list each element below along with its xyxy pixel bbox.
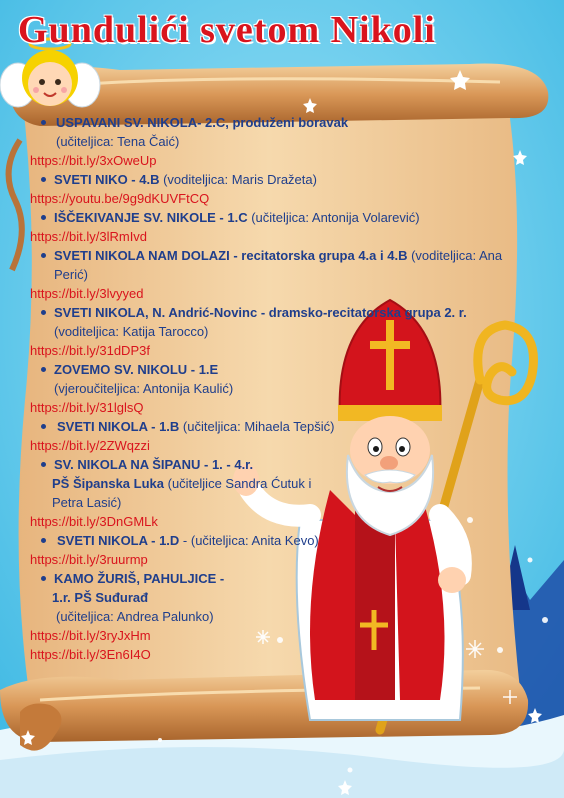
page-title: Gundulići svetom Nikoli [18, 9, 436, 51]
entry-title: SV. NIKOLA NA ŠIPANU - 1. - 4.r. [54, 457, 254, 472]
list-item [0, 569, 560, 664]
bullet-icon [41, 120, 46, 125]
bullet-icon [41, 538, 46, 543]
entry-title: KAMO ŽURIŠ, PAHULJICE - [54, 571, 225, 586]
entry-title: IŠČEKIVANJE SV. NIKOLE - 1.C [54, 210, 248, 225]
entry-detail: - (učiteljica: Anita Kevo) [179, 533, 319, 548]
entry-title: SVETI NIKOLA, N. Andrić-Novinc - dramsko-recitatorska grupa 2. r. [54, 305, 467, 320]
list-item [0, 360, 560, 417]
entry-detail-cont: Perić) [54, 267, 88, 282]
entry-school: PŠ Šipanska Luka [52, 476, 164, 491]
entry-link[interactable]: https://bit.ly/3ryJxHm [30, 628, 151, 643]
entry-detail: (voditeljica: Maris Dražeta) [159, 172, 317, 187]
list-item [0, 170, 560, 208]
entry-link[interactable]: https://bit.ly/31dDP3f [30, 343, 150, 358]
list-item [0, 208, 560, 246]
list-item [0, 113, 560, 170]
bullet-icon [41, 576, 46, 581]
bullet-icon [41, 253, 46, 258]
entry-detail: (učiteljica: Mihaela Tepšić) [179, 419, 335, 434]
entry-detail: (voditeljica: Katija Tarocco) [54, 324, 209, 339]
bullet-icon [41, 215, 46, 220]
entry-link[interactable]: https://bit.ly/3DnGMLk [30, 514, 158, 529]
list-item [0, 455, 560, 531]
bullet-icon [41, 462, 46, 467]
entry-link[interactable]: https://bit.ly/31lglsQ [30, 400, 144, 415]
entry-title: SVETI NIKO - 4.B [54, 172, 160, 187]
list-item [0, 531, 560, 569]
entry-detail: (učiteljica: Tena Čaić) [56, 134, 180, 149]
bullet-icon [41, 367, 46, 372]
performance-list [0, 113, 560, 664]
list-item [0, 417, 560, 455]
entry-detail: (učiteljica: Antonija Volarević) [247, 210, 420, 225]
entry-link[interactable]: https://bit.ly/2ZWqzzi [30, 438, 150, 453]
entry-title: ZOVEMO SV. NIKOLU - 1.E [54, 362, 219, 377]
entry-title: SVETI NIKOLA - 1.D [57, 533, 180, 548]
entry-detail: (učiteljice Sandra Ćutuk i [164, 476, 312, 491]
list-item [0, 303, 560, 360]
bullet-icon [41, 310, 46, 315]
entry-school: 1.r. PŠ Suđurađ [52, 590, 149, 605]
entry-link[interactable]: https://bit.ly/3lvyyed [30, 286, 144, 301]
entry-link[interactable]: https://bit.ly/3ruurmp [30, 552, 148, 567]
entry-title: SVETI NIKOLA - 1.B [57, 419, 180, 434]
list-item [0, 246, 560, 303]
entry-title: USPAVANI SV. NIKOLA- 2.C, produženi boravak [56, 115, 349, 130]
bullet-icon [41, 177, 46, 182]
entry-link[interactable]: https://bit.ly/3lRmIvd [30, 229, 148, 244]
entry-link[interactable]: https://bit.ly/3xOweUp [30, 153, 157, 168]
entry-link[interactable]: https://youtu.be/9g9dKUVFtCQ [30, 191, 210, 206]
entry-detail: (voditeljica: Ana [407, 248, 503, 263]
entry-link-2[interactable]: https://bit.ly/3En6I4O [30, 647, 151, 662]
entry-detail: (učiteljica: Andrea Palunko) [56, 609, 214, 624]
bullet-icon [41, 424, 46, 429]
entry-detail: (vjeroučiteljica: Antonija Kaulić) [54, 381, 234, 396]
entry-detail-cont: Petra Lasić) [52, 495, 122, 510]
entry-title: SVETI NIKOLA NAM DOLAZI - recitatorska grupa 4.a i 4.B [54, 248, 408, 263]
